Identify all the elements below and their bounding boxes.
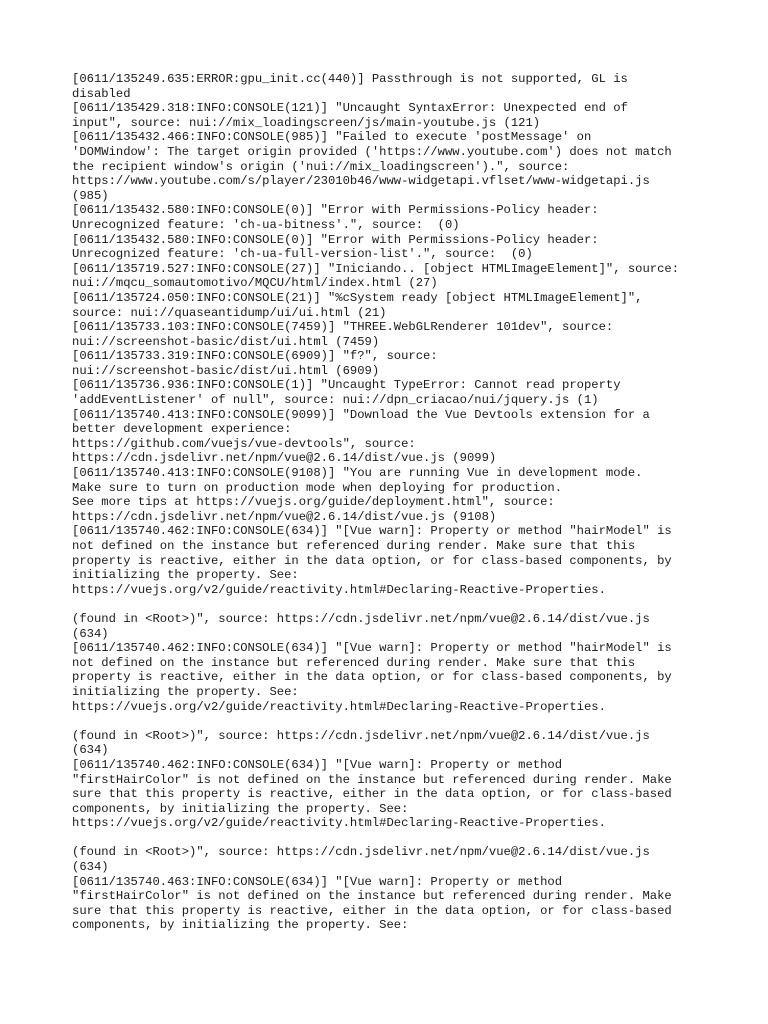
document-page	[72, 72, 712, 933]
console-log-text: [0611/135249.635:ERROR:gpu_init.cc(440)] Passthrough is not supported, GL is disabled [0611/135429.318:INFO:CONSOLE(121)] "Uncaught SyntaxError: Unexpected end of input", source: nui://mix_loadingscreen/js/main-youtube.js (121) [0611/135432.466:INFO:CONSOLE(985)] "Failed to execute 'postMessage' on 'DOMWindow': The target origin provided ('https://www.youtube.com') does not match the recipient window's origin ('nui://mix_loadingscreen').", source: https://www.youtube.com/s/player/23010b46/www-widgetapi.vflset/www-widgetapi.js (985) [0611/135432.580:INFO:CONSOLE(0)] "Error with Permissions-Policy header: Unrecognized feature: 'ch-ua-bitness'.", source: (0) [0611/135432.580:INFO:CONSOLE(0)] "Error with Permissions-Policy header: Unrecognized feature: 'ch-ua-full-version-list'.", source: (0) [0611/135719.527:INFO:CONSOLE(27)] "Iniciando.. [object HTMLImageElement]", source: nui://mqcu_somautomotivo/MQCU/html/index.html (27) [0611/135724.050:INFO:CONSOLE(21)] "%cSystem ready [object HTMLImageElement]", source: nui://quaseantidump/ui/ui.html (21) [0611/135733.103:INFO:CONSOLE(7459)] "THREE.WebGLRenderer 101dev", source: nui://screenshot-basic/dist/ui.html (7459) [0611/135733.319:INFO:CONSOLE(6909)] "f?", source: nui://screenshot-basic/dist/ui.html (6909) [0611/135736.936:INFO:CONSOLE(1)] "Uncaught TypeError: Cannot read property 'addEventListener' of null", source: nui://dpn_criacao/nui/jquery.js (1) [0611/135740.413:INFO:CONSOLE(9099)] "Download the Vue Devtools extension for a better development experience: https://github.com/vuejs/vue-devtools", source: https://cdn.jsdelivr.net/npm/vue@2.6.14/dist/vue.js (9099) [0611/135740.413:INFO:CONSOLE(9108)] "You are running Vue in development mode. Make sure to turn on production mode when deploying for production. See more tips at https://vuejs.org/guide/deployment.html", source: https://cdn.jsdelivr.net/npm/vue@2.6.14/dist/vue.js (9108) [0611/135740.462:INFO:CONSOLE(634)] "[Vue warn]: Property or method "hairModel" is not defined on the instance but referenced during render. Make sure that this property is reactive, either in the data option, or for class-based components, by initializing the property. See: https://vuejs.org/v2/guide/reactivity.html#Declaring-Reactive-Properties. (found in <Root>)", source: https://cdn.jsdelivr.net/npm/vue@2.6.14/dist/vue.js (634) [0611/135740.462:INFO:CONSOLE(634)] "[Vue warn]: Property or method "hairModel" is not defined on the instance but referenced during render. Make sure that this property is reactive, either in the data option, or for class-based components, by initializing the property. See: https://vuejs.org/v2/guide/reactivity.html#Declaring-Reactive-Properties. (found in <Root>)", source: https://cdn.jsdelivr.net/npm/vue@2.6.14/dist/vue.js (634) [0611/135740.462:INFO:CONSOLE(634)] "[Vue warn]: Property or method "firstHairColor" is not defined on the instance but referenced during render. Make sure that this property is reactive, either in the data option, or for class-based components, by initializing the property. See: https://vuejs.org/v2/guide/reactivity.html#Declaring-Reactive-Properties. (found in <Root>)", source: https://cdn.jsdelivr.net/npm/vue@2.6.14/dist/vue.js (634) [0611/135740.463:INFO:CONSOLE(634)] "[Vue warn]: Property or method "firstHairColor" is not defined on the instance but referenced during render. Make sure that this property is reactive, either in the data option, or for class-based components, by initializing the property. See:	[72, 72, 680, 933]
